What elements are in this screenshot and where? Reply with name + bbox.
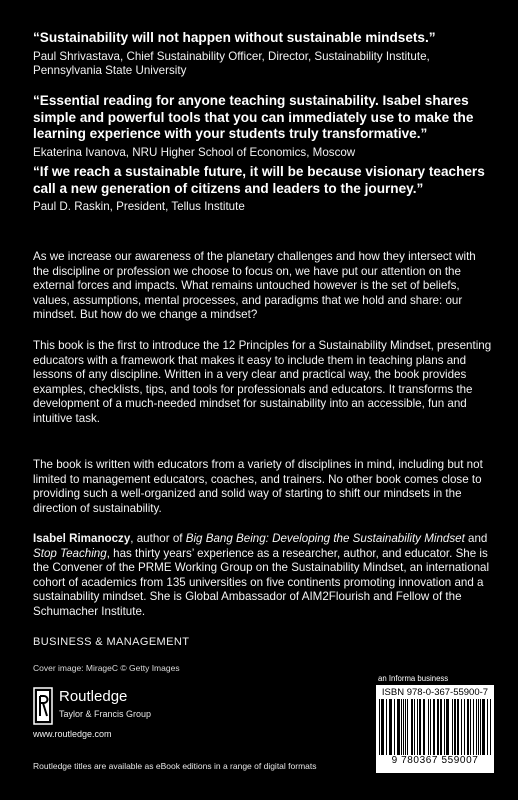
publisher-website[interactable]: www.routledge.com (33, 729, 112, 739)
barcode-bar (401, 699, 402, 755)
barcode-bar (420, 699, 421, 755)
cover-credit: Cover image: MirageC © Getty Images (33, 663, 180, 673)
publisher-name: Routledge (59, 688, 128, 705)
barcode-bar (394, 699, 395, 755)
barcode-bar (490, 699, 491, 755)
quote-attribution: Paul Shrivastava, Chief Sustainability Officer, Director, Sustainability Institute, Pennsylvania State University (33, 49, 430, 77)
routledge-emblem-icon (33, 687, 53, 725)
barcode-bar (412, 699, 413, 755)
barcode-bar (461, 699, 462, 755)
barcode-bar (478, 699, 479, 755)
quote-attribution: Ekaterina Ivanova, NRU Higher School of Economics, Moscow (33, 145, 356, 159)
quote-text: “Sustainability will not happen without sustainable mindsets.” (33, 30, 436, 45)
informa-label: an Informa business (378, 674, 449, 683)
barcode-bar (464, 699, 465, 755)
barcode-bar (386, 699, 387, 755)
barcode-bar (454, 699, 455, 755)
barcode-bar (379, 699, 380, 755)
book-title: Stop Teaching (33, 546, 107, 560)
barcode (376, 685, 494, 773)
barcode-bar (407, 699, 408, 755)
author-bio-text: , has thirty years’ experience as a researcher, author, and educator. She is the Convener of the PRME Working Group on the Sustainability Mindset, an international cohort of academics from 135 universities on five continents promoting innovation and a sustainability mindset. She is Global Ambassador of AIM2Flourish and Fellow of the Schumacher Institute. (33, 546, 490, 618)
quote-block-1 (33, 30, 493, 78)
barcode-bars (379, 699, 491, 755)
barcode-digits: 9 780367 559007 (391, 755, 479, 766)
quote-attribution: Paul D. Raskin, President, Tellus Institute (33, 200, 245, 213)
barcode-bar (383, 699, 384, 755)
quote-block-2 (33, 93, 493, 160)
quote-block-3 (33, 164, 493, 214)
barcode-bar (437, 699, 438, 755)
barcode-bar (473, 699, 474, 755)
description-paragraph-2: This book is the first to introduce the 12 Principles for a Sustainability Mindset, presenting educators with a framework that makes it easy to include them in teaching plans and lessons of any discipline. Written in a very clear and practical way, the book provides examples, checklists, tips, and tools for professionals and educators. It transforms the development of a much-needed mindset for sustainability into an accessible, fun and intuitive task. (33, 339, 492, 425)
barcode-bar (434, 699, 435, 755)
author-bio-text: , author of (130, 532, 186, 545)
barcode-bar (430, 699, 431, 755)
barcode-bar (428, 699, 429, 755)
barcode-bar (448, 699, 449, 755)
barcode-bar (398, 699, 399, 755)
barcode-bar (452, 699, 453, 755)
barcode-bar (487, 699, 488, 755)
author-bio (33, 532, 493, 620)
barcode-bar (424, 699, 425, 755)
barcode-bar (470, 699, 471, 755)
author-name: Isabel Rimanoczy (33, 532, 131, 545)
barcode-bar (414, 699, 415, 755)
isbn-text: ISBN 978-0-367-55900-7 (381, 687, 489, 698)
barcode-bar (444, 699, 445, 755)
routledge-logo (33, 687, 183, 727)
quote-text: “If we reach a sustainable future, it will be because visionary teachers call a new generation of citizens and leaders to the journey.” (33, 164, 485, 196)
author-bio-text: and (464, 532, 488, 545)
ebook-note: Routledge titles are available as eBook editions in a range of digital formats (33, 761, 317, 771)
publisher-subtitle: Taylor & Francis Group (59, 709, 152, 719)
barcode-bar (441, 699, 442, 755)
quote-text: “Essential reading for anyone teaching sustainability. Isabel shares simple and powerful tools that you can immediately use to make the learning experience with your students truly transformative.” (33, 93, 474, 141)
barcode-bar (391, 699, 392, 755)
barcode-bar (417, 699, 418, 755)
category-label: BUSINESS & MANAGEMENT (33, 636, 190, 648)
barcode-bar (484, 699, 485, 755)
description-paragraph-1: As we increase our awareness of the planetary challenges and how they intersect with the discipline or profession we choose to focus on, we have put our attention on the external forces and impacts. What remains untouched however is the set of beliefs, values, assumptions, mental processes, and paradigms that we hold and share: our mindset. But how do we change a mindset? (33, 250, 476, 322)
barcode-bar (468, 699, 469, 755)
barcode-bar (480, 699, 481, 755)
barcode-bar (405, 699, 406, 755)
book-title: Big Bang Being: Developing the Sustainability Mindset (185, 532, 465, 545)
description-paragraph-3: The book is written with educators from a variety of disciplines in mind, including but not limited to management educators, coaches, and trainers. No other book comes close to providing such a well-organized and solid way of starting to shift our mindsets in the direction of sustainability. (33, 458, 483, 515)
barcode-bar (458, 699, 459, 755)
